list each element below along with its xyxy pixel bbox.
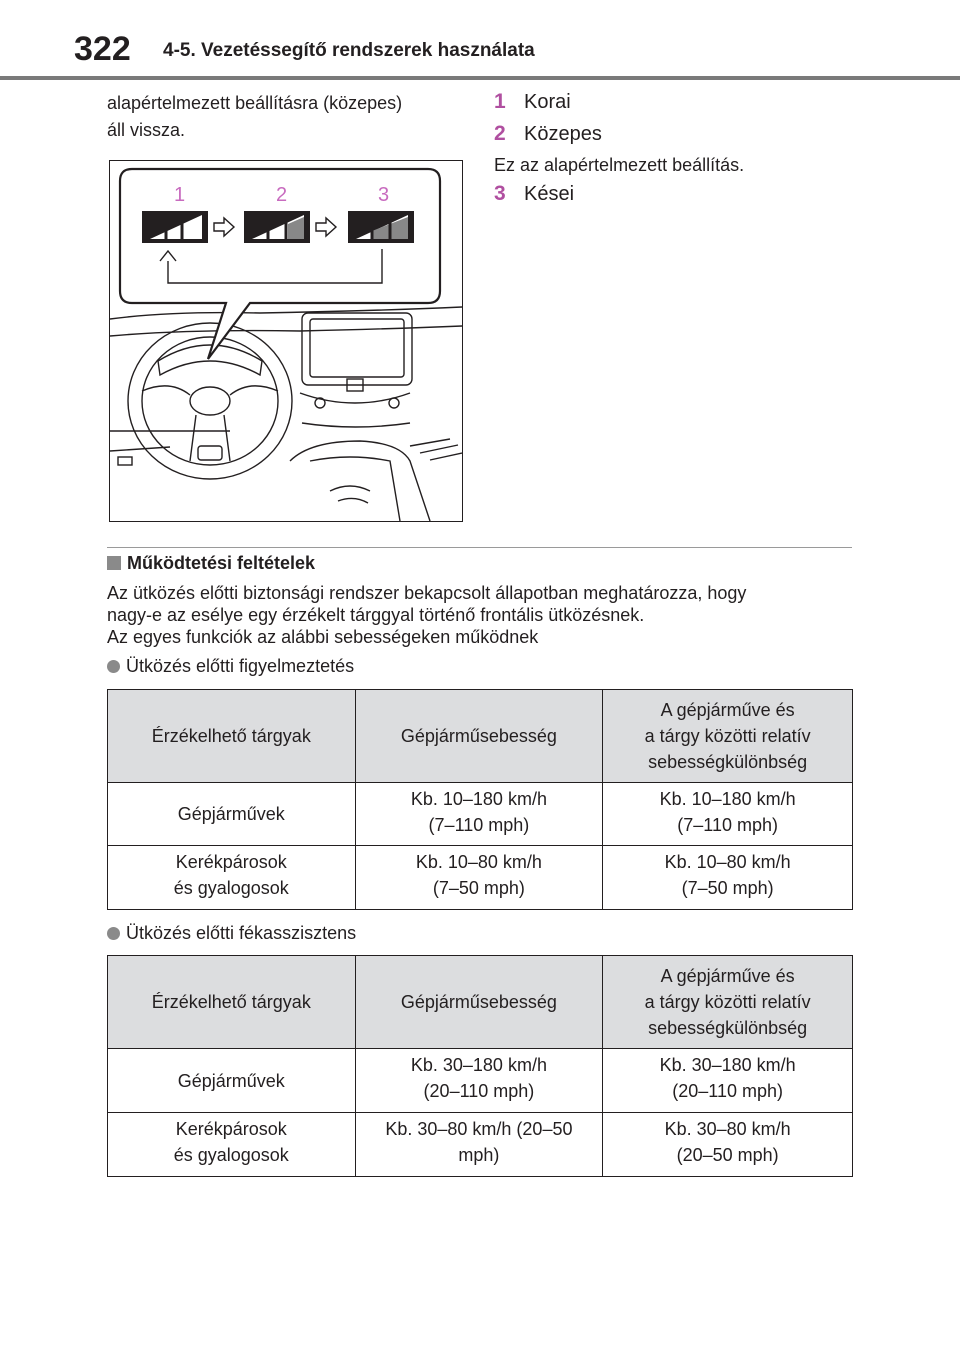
- header-line: a tárgy közötti relatív: [644, 726, 811, 746]
- cell-line: mph): [458, 1145, 500, 1165]
- header-line: sebességkülönbség: [648, 1018, 808, 1038]
- header-cell: [603, 956, 853, 1049]
- header-cell: [603, 690, 853, 783]
- setting-note: Ez az alapértelmezett beállítás.: [494, 155, 745, 175]
- figure-label-1: 1: [174, 184, 186, 206]
- circle-bullet-icon: [107, 927, 120, 940]
- cell-line: (7–50 mph): [432, 878, 525, 898]
- setting-number: 2: [494, 122, 506, 145]
- table-cell: [355, 1049, 603, 1113]
- circle-bullet-icon: [107, 660, 120, 673]
- figure-label-2: 2: [276, 184, 288, 206]
- setting-label: Közepes: [524, 123, 602, 145]
- indicator-3: [348, 211, 414, 243]
- dashboard-drawing: [110, 161, 462, 521]
- setting-label: Korai: [524, 91, 571, 113]
- cell-line: Kb. 10–180 km/h: [410, 789, 547, 809]
- section-paragraph: [107, 582, 852, 648]
- page-number: 322: [74, 30, 131, 68]
- intro-text: [107, 90, 452, 144]
- header-rule: [0, 76, 960, 80]
- header-cell: Gépjárműsebesség: [355, 690, 603, 783]
- setting-number: 1: [494, 90, 506, 113]
- table-cell: [603, 1049, 853, 1113]
- table-row: [108, 1113, 853, 1177]
- table-cell: [108, 846, 356, 910]
- table-cell: [355, 783, 603, 846]
- section-heading-text: Működtetési feltételek: [127, 553, 316, 573]
- intro-line-1: alapértelmezett beállításra (közepes): [107, 93, 403, 113]
- section-divider: [107, 547, 852, 548]
- cell-line: Kb. 30–180 km/h: [410, 1055, 547, 1075]
- table-cell: [355, 846, 603, 910]
- header-line: sebességkülönbség: [648, 752, 808, 772]
- cell-line: Kb. 10–180 km/h: [659, 789, 796, 809]
- bullet-text: Ütközés előtti fékasszisztens: [126, 923, 357, 943]
- header-line: A gépjárműve és: [660, 966, 795, 986]
- bullet-text: Ütközés előtti figyelmeztetés: [126, 656, 355, 676]
- setting-item-1: [494, 90, 571, 114]
- cell-line: Gépjárművek: [177, 804, 285, 824]
- setting-item-2: [494, 122, 602, 146]
- table-row: [108, 783, 853, 846]
- header-cell: Érzékelhető tárgyak: [108, 956, 356, 1049]
- cell-line: Kb. 10–80 km/h: [415, 852, 542, 872]
- figure-label-3: 3: [378, 184, 390, 206]
- cell-line: és gyalogosok: [173, 1145, 289, 1165]
- cell-line: és gyalogosok: [173, 878, 289, 898]
- header-cell: Érzékelhető tárgyak: [108, 690, 356, 783]
- section-heading: [107, 553, 315, 574]
- cell-line: Kerékpárosok: [175, 1119, 287, 1139]
- table-cell: [603, 783, 853, 846]
- intro-line-2: áll vissza.: [107, 120, 186, 140]
- setting-number: 3: [494, 182, 506, 205]
- setting-label: Kései: [524, 183, 575, 205]
- square-bullet-icon: [107, 556, 121, 570]
- table-header-row: [108, 690, 853, 783]
- indicator-1: [142, 211, 208, 243]
- cell-line: Kerékpárosok: [175, 852, 287, 872]
- paragraph-line: Az egyes funkciók az alábbi sebességeken működnek: [107, 627, 539, 647]
- speed-table-warning: [107, 689, 853, 910]
- header-line: A gépjárműve és: [660, 700, 795, 720]
- cell-line: (20–110 mph): [423, 1081, 535, 1101]
- table-header-row: [108, 956, 853, 1049]
- cell-line: Kb. 30–180 km/h: [659, 1055, 796, 1075]
- header-line: a tárgy közötti relatív: [644, 992, 811, 1012]
- paragraph-line: nagy-e az esélye egy érzékelt tárggyal történő frontális ütközésnek.: [107, 605, 645, 625]
- cell-line: (7–50 mph): [681, 878, 774, 898]
- table-cell: [355, 1113, 603, 1177]
- cell-line: (7–110 mph): [428, 815, 530, 835]
- cell-line: Gépjárművek: [177, 1070, 285, 1091]
- cell-line: Kb. 30–80 km/h: [664, 1119, 791, 1139]
- table-cell: [108, 1049, 356, 1113]
- cell-line: (7–110 mph): [677, 815, 778, 835]
- table-cell: [108, 1113, 356, 1177]
- table-row: [108, 846, 853, 910]
- header-cell: Gépjárműsebesség: [355, 956, 603, 1049]
- paragraph-line: Az ütközés előtti biztonsági rendszer bekapcsolt állapotban meghatározza, hogy: [107, 583, 747, 603]
- table-cell: [603, 846, 853, 910]
- bullet-brake-assist: [107, 923, 356, 944]
- table-cell: [108, 783, 356, 846]
- dashboard-illustration: [109, 160, 463, 522]
- setting-item-3: [494, 182, 574, 206]
- cell-line: (20–110 mph): [672, 1081, 783, 1101]
- cell-line: Kb. 30–80 km/h (20–50: [385, 1119, 573, 1139]
- speed-table-brake-assist: [107, 955, 853, 1177]
- cell-line: (20–50 mph): [676, 1145, 779, 1165]
- table-cell: [603, 1113, 853, 1177]
- section-title: 4-5. Vezetéssegítő rendszerek használata: [163, 40, 535, 61]
- cell-line: Kb. 10–80 km/h: [664, 852, 791, 872]
- indicator-2: [244, 211, 310, 243]
- bullet-warning: [107, 656, 354, 677]
- table-row: [108, 1049, 853, 1113]
